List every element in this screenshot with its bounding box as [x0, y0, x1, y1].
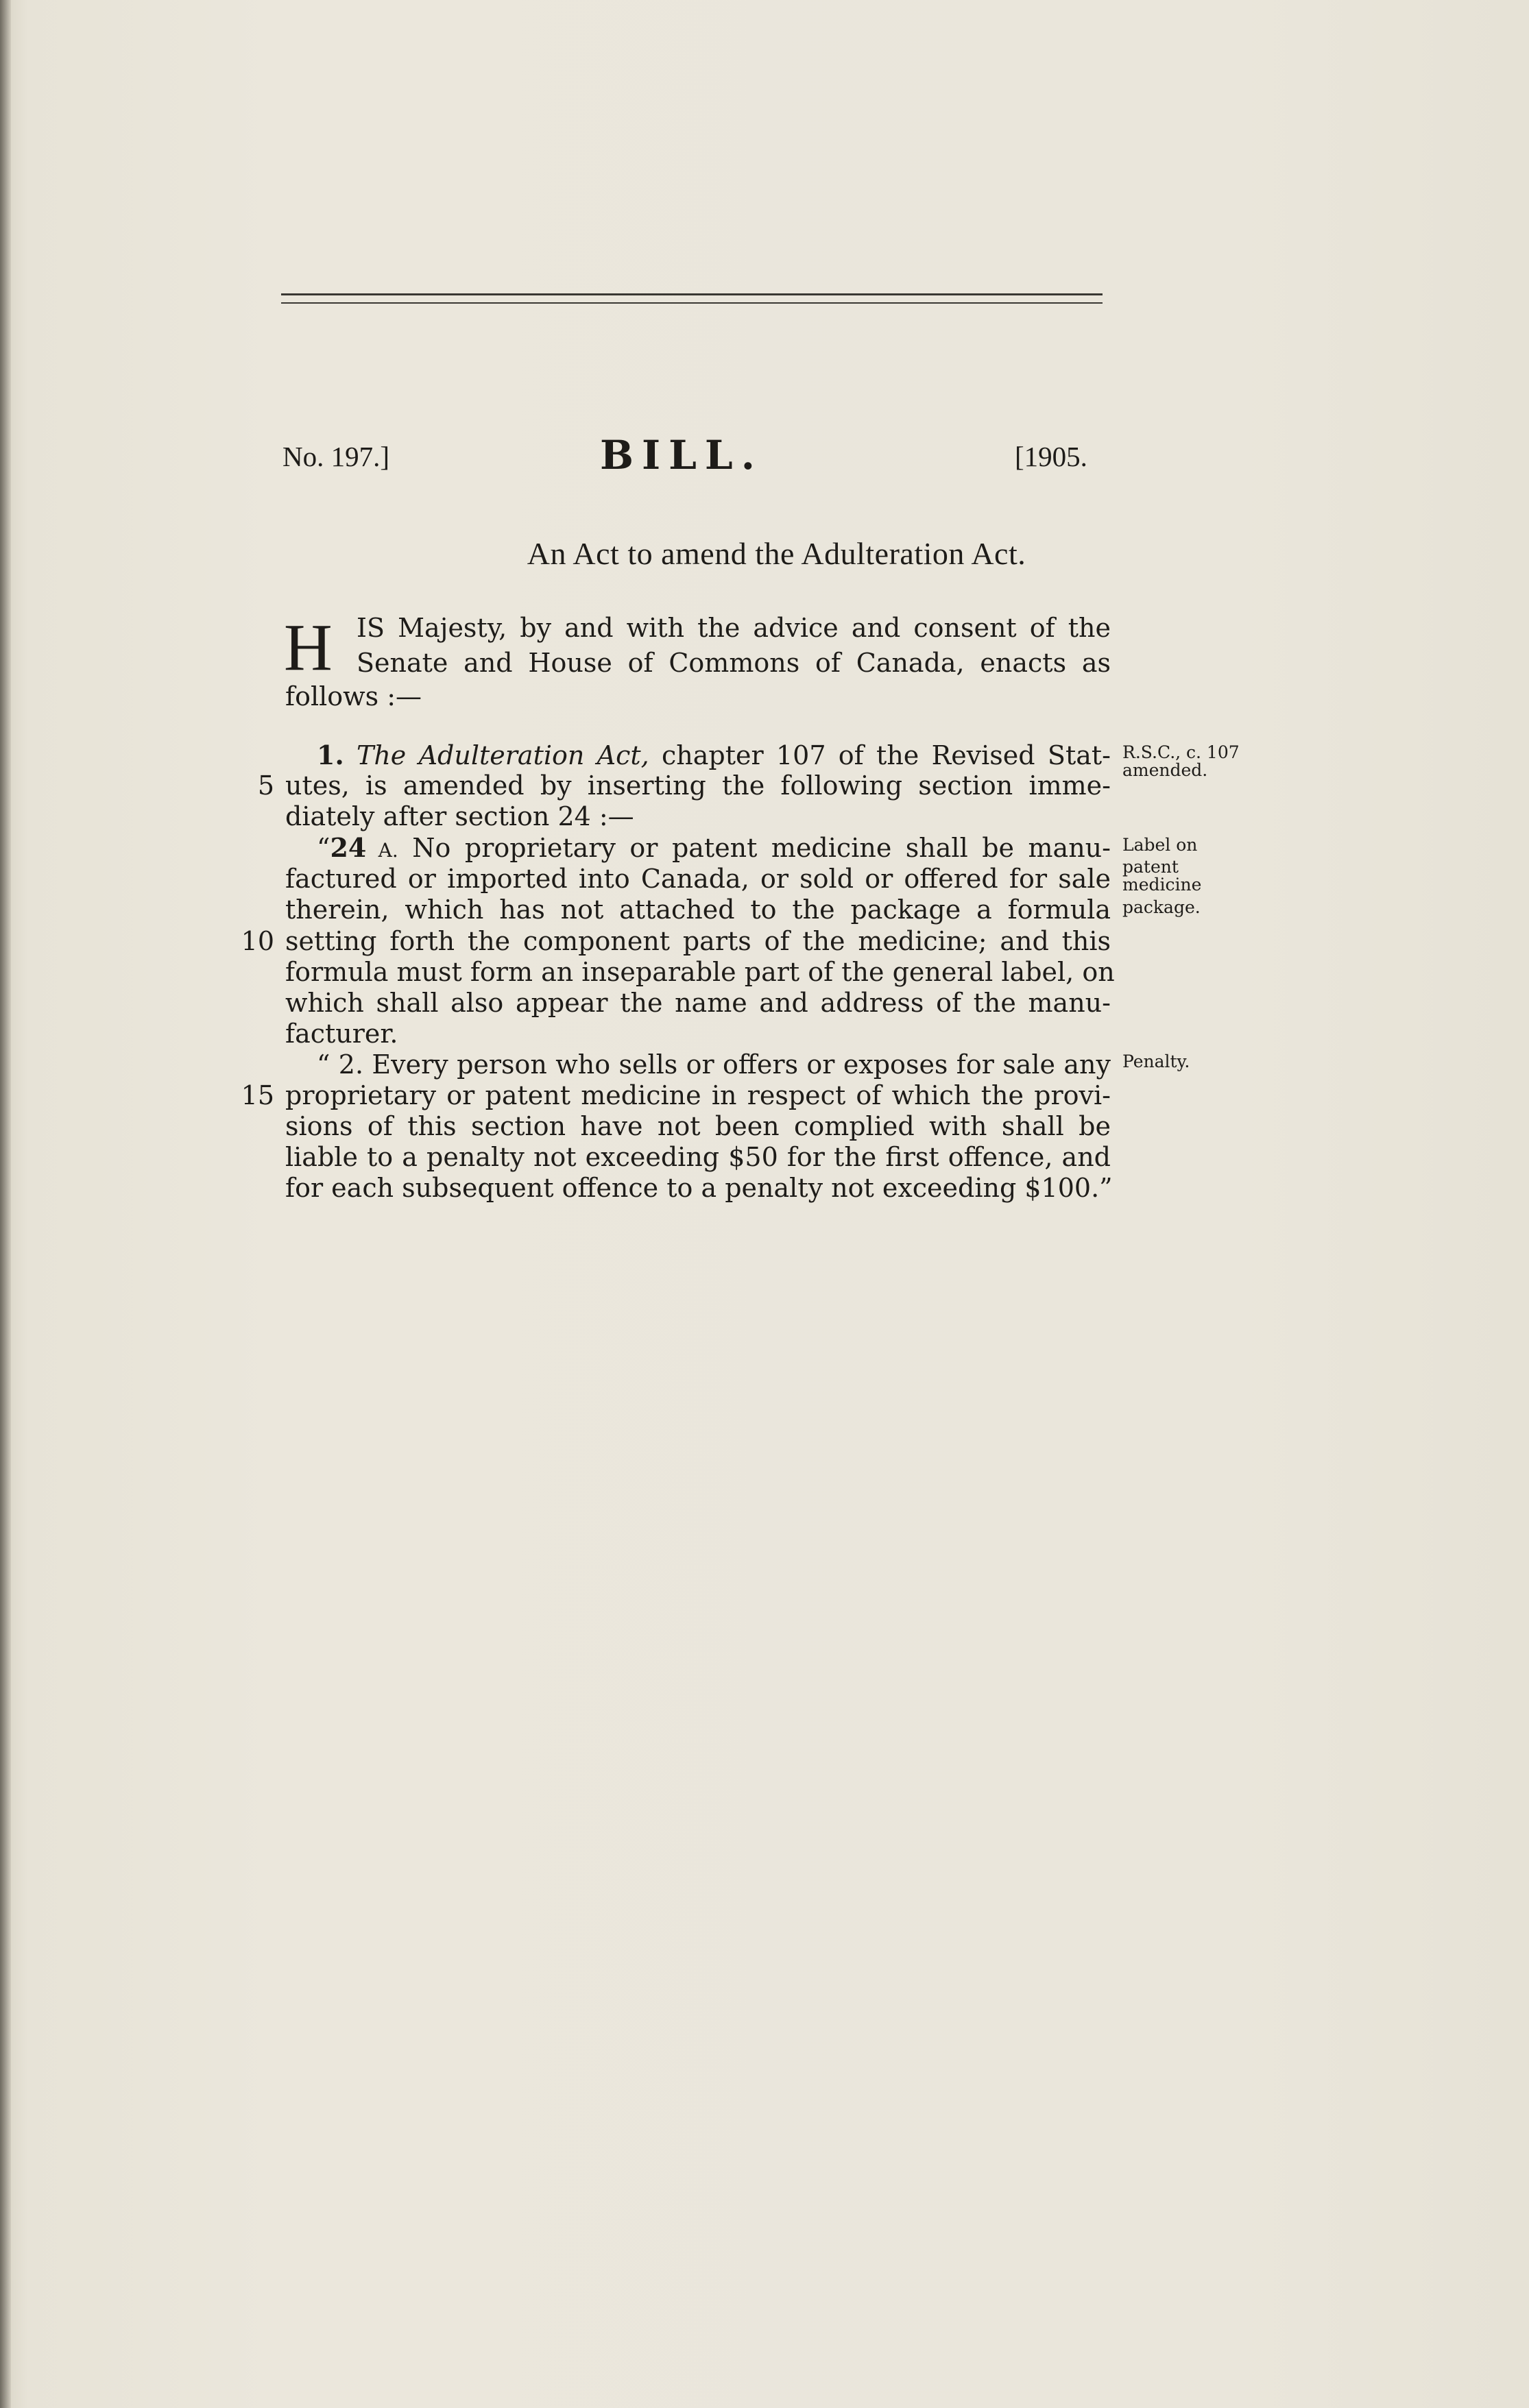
subsection-2-line-3: sions of this section have not been complied with shall be: [285, 1111, 1111, 1141]
act-name: The Adulteration Act,: [356, 740, 649, 770]
marginal-note-label-3: medicine: [1122, 875, 1202, 895]
marginal-note-label-4: package.: [1122, 897, 1201, 917]
section-24a-suffix: A.: [366, 839, 398, 862]
preamble-line-2: Senate and House of Commons of Canada, enacts as: [357, 648, 1111, 678]
header-rule-bottom: [281, 302, 1103, 304]
bill-year: [1905.: [1015, 441, 1087, 472]
open-quote: “: [317, 833, 330, 863]
section-24a-line-1: [317, 832, 1111, 866]
act-subtitle: An Act to amend the Adulteration Act.: [527, 536, 1026, 571]
preamble-line-1: IS Majesty, by and with the advice and consent of the: [357, 613, 1111, 643]
bill-title: BILL.: [600, 432, 763, 478]
section-24a-number: 24: [330, 832, 367, 863]
section-24a-line-6: which shall also appear the name and address of the manu-: [285, 988, 1111, 1018]
subsection-2-line-5: for each subsequent offence to a penalty not exceeding $100.”: [285, 1173, 1113, 1203]
line-number-15: 15: [241, 1080, 274, 1110]
binding-edge: [0, 0, 11, 2408]
section-24a-line-3: therein, which has not attached to the package a formula: [285, 895, 1111, 925]
marginal-note-label-1: Label on: [1122, 835, 1198, 855]
section-1-line-1-text: chapter 107 of the Revised Stat-: [649, 740, 1111, 770]
section-24a-line-1-text: No proprietary or patent medicine shall be manu-: [398, 833, 1111, 863]
section-24a-line-7: facturer.: [285, 1019, 398, 1049]
bill-number: No. 197.]: [282, 441, 390, 472]
marginal-note-rsc: R.S.C., c. 107: [1122, 742, 1240, 762]
header-rule-top: [281, 293, 1103, 295]
section-1-line-2: utes, is amended by inserting the following section imme-: [285, 770, 1111, 801]
marginal-note-label-2: patent: [1122, 857, 1179, 877]
marginal-note-penalty: Penalty.: [1122, 1051, 1190, 1071]
section-1-line-3: diately after section 24 :—: [285, 801, 634, 831]
line-number-5: 5: [257, 770, 274, 801]
marginal-note-amended: amended.: [1122, 760, 1208, 780]
subsection-2-line-4: liable to a penalty not exceeding $50 for the first offence, and: [285, 1142, 1111, 1172]
subsection-2-line-1: “ 2. Every person who sells or offers or exposes for sale any: [317, 1049, 1111, 1080]
section-number: 1.: [317, 740, 344, 770]
section-1-line-1: [317, 740, 1111, 771]
subsection-2-line-2: proprietary or patent medicine in respect of which the provi-: [285, 1080, 1111, 1110]
drop-cap: H: [284, 611, 333, 685]
line-number-10: 10: [241, 926, 274, 956]
section-24a-line-5: formula must form an inseparable part of the general label, on: [285, 957, 1115, 987]
preamble-line-3: follows :—: [285, 681, 422, 712]
section-24a-line-4: setting forth the component parts of the medicine; and this: [285, 926, 1111, 956]
section-24a-line-2: factured or imported into Canada, or sold or offered for sale: [285, 864, 1111, 894]
